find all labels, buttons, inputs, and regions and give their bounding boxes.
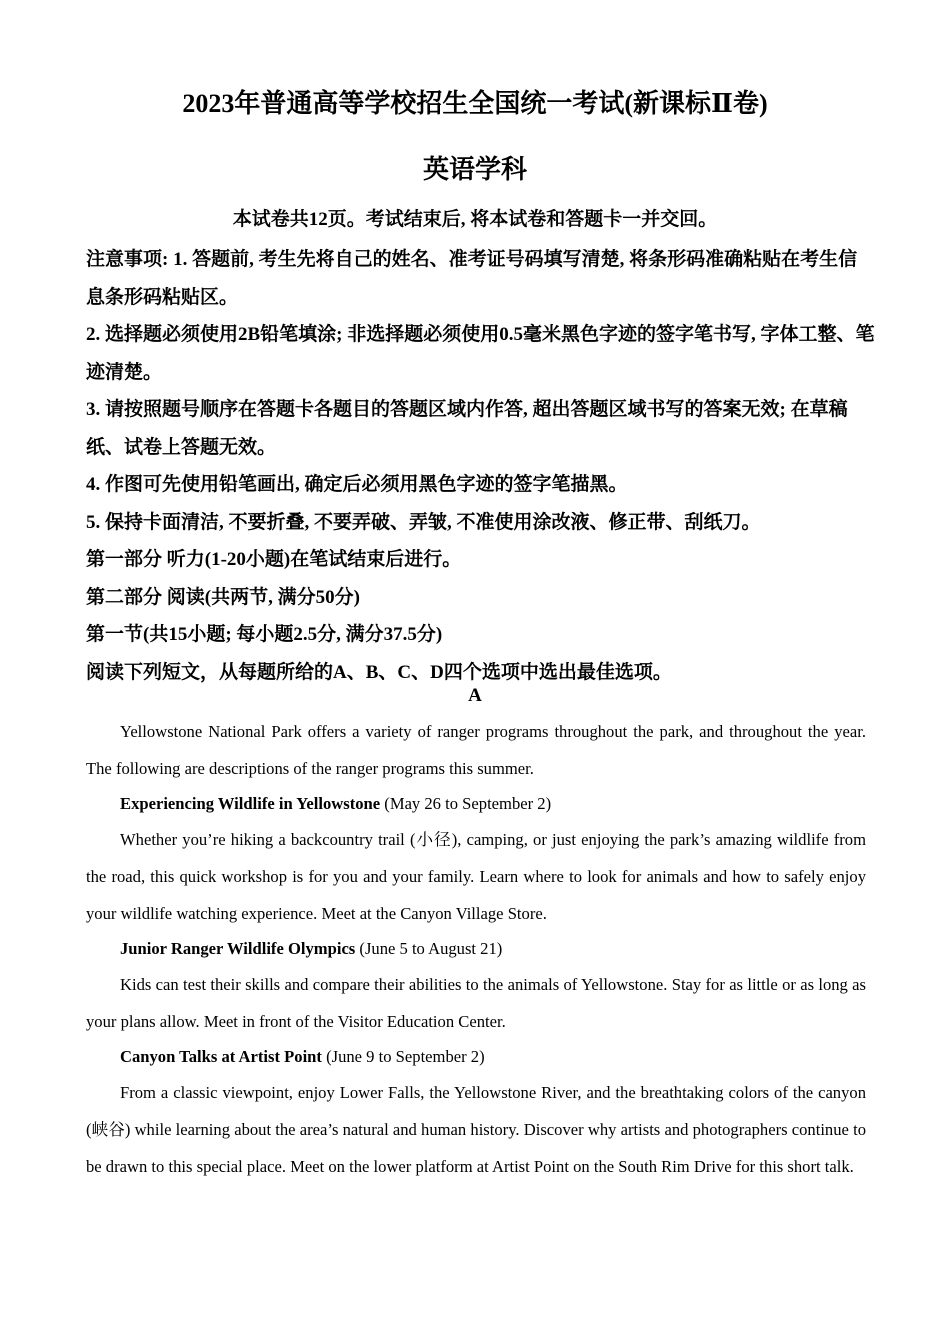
instructions (86, 241, 876, 691)
program-heading (86, 1040, 866, 1074)
passage-a (86, 713, 866, 1185)
program-heading (86, 932, 866, 966)
note-2: 2. 选择题必须使用2B铅笔填涂; 非选择题必须使用0.5毫米黑色字迹的签字笔书写, 字体工整、笔迹清楚。 (86, 324, 875, 383)
note-5: 5. 保持卡面清洁, 不要折叠, 不要弄破、弄皱, 不准使用涂改液、修正带、刮纸刀。 (86, 511, 761, 533)
subject-title: 英语学科 (422, 155, 527, 184)
program-description: From a classic viewpoint, enjoy Lower Falls, the Yellowstone River, and the breathtaking colors of the canyon (峡谷) while learning about the area’s natural and human history. Discover why artists and photographers continue to be drawn to this special place. Meet on the lower platform at Artist Point on the South Rim Drive for this short talk. (86, 1083, 866, 1176)
exam-title: 2023年普通高等学校招生全国统一考试(新课标Ⅱ卷) (182, 89, 768, 118)
program-heading (86, 787, 866, 821)
note-4: 4. 作图可先使用铅笔画出, 确定后必须用黑色字迹的签字笔描黑。 (86, 474, 628, 495)
program-description: Whether you’re hiking a backcountry trail (小径), camping, or just enjoying the park’s amazing wildlife from the road, this quick workshop is for you and your family. Learn where to look for animals and how to safely enjoy your wildlife watching experience. Meet at the Canyon Village Store. (86, 830, 866, 923)
passage-intro: Yellowstone National Park offers a variety of ranger programs throughout the park, and throughout the year. The following are descriptions of the ranger programs this summer. (86, 722, 866, 778)
program-dates: (June 5 to August 21) (355, 939, 503, 958)
program-description: Kids can test their skills and compare their abilities to the animals of Yellowstone. Stay for as little or as long as your plans allow. Meet in front of the Visitor Education Center. (86, 975, 866, 1031)
program-name: Canyon Talks at Artist Point (120, 1047, 322, 1066)
passage-label: A (468, 685, 482, 706)
section-one-info: 第一节(共15小题; 每小题2.5分, 满分37.5分) (86, 624, 443, 645)
program-name: Experiencing Wildlife in Yellowstone (120, 794, 381, 813)
part-two-reading: 第二部分 阅读(共两节, 满分50分) (86, 586, 360, 608)
program-dates: (May 26 to September 2) (380, 794, 552, 813)
program-name: Junior Ranger Wildlife Olympics (120, 939, 356, 958)
reading-directions: 阅读下列短文，从每题所给的A、B、C、D四个选项中选出最佳选项。 (86, 661, 672, 683)
note-3: 3. 请按照题号顺序在答题卡各题目的答题区域内作答, 超出答题区域书写的答案无效; 在草稿纸、试卷上答题无效。 (86, 399, 848, 458)
exam-info: 本试卷共12页。考试结束后, 将本试卷和答题卡一并交回。 (232, 209, 718, 230)
part-one-listening: 第一部分 听力(1-20小题)在笔试结束后进行。 (86, 549, 462, 570)
note-1: 注意事项: 1. 答题前, 考生先将自己的姓名、准考证号码填写清楚, 将条形码准确粘贴在考生信息条形码粘贴区。 (86, 249, 858, 308)
program-dates: (June 9 to September 2) (321, 1047, 485, 1066)
